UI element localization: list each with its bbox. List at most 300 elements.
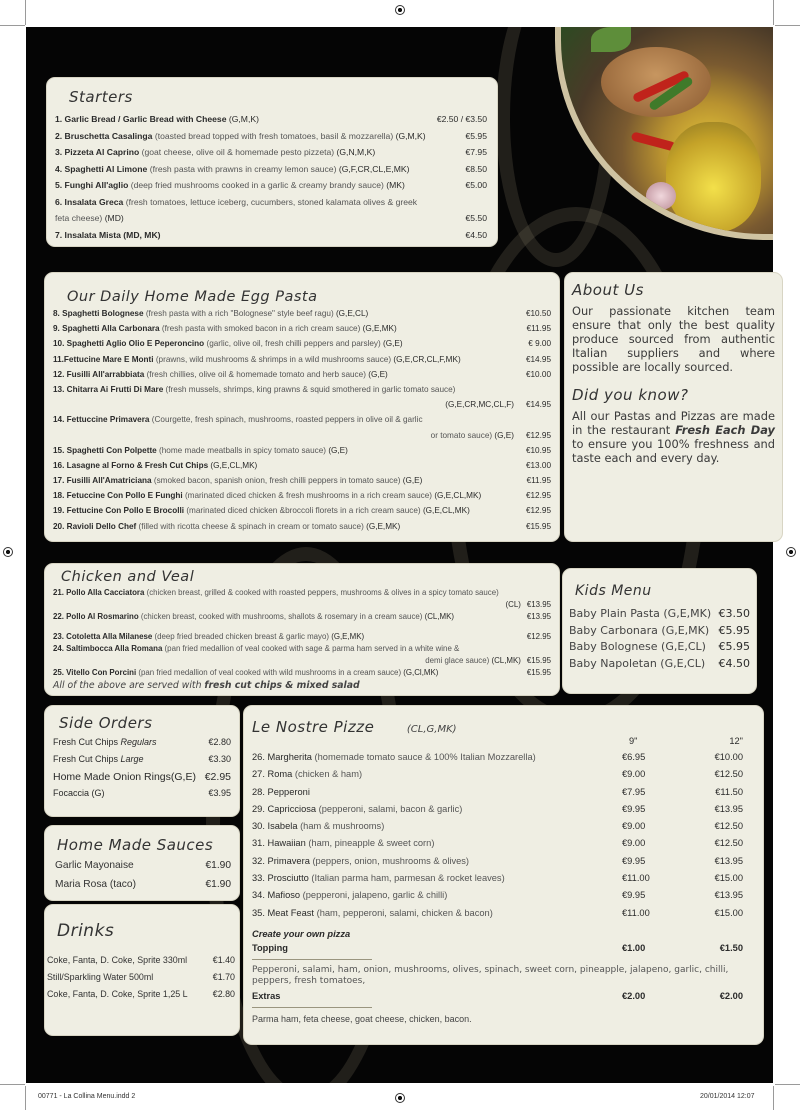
menu-item-row <box>53 476 551 491</box>
menu-item-description: (marinated diced chicken & fresh mushrooms in a rich cream sauce) <box>184 491 433 501</box>
menu-item-description: (fresh pasta with prawns in creamy lemon sauce) <box>149 163 337 174</box>
menu-item-allergens: (G,M,K) <box>228 114 259 124</box>
menu-item-allergens: (G,Cl,MK) <box>403 668 439 677</box>
menu-item-text <box>55 180 405 190</box>
menu-item-name: 16. Lasagne al Forno & Fresh Cut Chips <box>53 460 209 470</box>
menu-item-text <box>53 632 364 641</box>
menu-item-price: €5.50 <box>465 213 487 223</box>
menu-item-text <box>53 415 423 424</box>
menu-item-text <box>53 612 454 621</box>
menu-item-text <box>53 461 257 470</box>
kids-menu-panel <box>562 568 757 694</box>
menu-item-row <box>55 131 487 148</box>
section-title: Side Orders <box>59 714 153 732</box>
menu-item-name: Baby Napoletan (G,E,CL) <box>569 656 706 670</box>
menu-item-text <box>53 476 422 485</box>
menu-item-allergens: (G,E,CR,MC,CL,F) <box>445 400 514 410</box>
pizza-text <box>252 838 607 848</box>
menu-item-name: Maria Rosa (taco) <box>55 879 136 890</box>
menu-item-row <box>55 147 487 164</box>
menu-item-description: (filled with ricotta cheese & spinach in cream or tomato sauce) <box>138 521 364 531</box>
menu-item-name: Fresh Cut Chips <box>53 754 121 764</box>
pizza-name: 32. Primavera <box>252 855 310 866</box>
menu-item-text <box>53 370 388 379</box>
pizza-price-9: €9.00 <box>622 769 646 780</box>
menu-item-price: €13.00 <box>525 460 551 470</box>
menu-item-description: (fresh tomatoes, lettuce iceberg, cucumbers, stoned kalamata olives & greek <box>125 196 418 207</box>
pizza-name: 35. Meat Feast <box>252 907 315 918</box>
did-you-know-text <box>572 409 775 465</box>
registration-mark-icon <box>395 5 405 15</box>
menu-item-price: €2.80 <box>208 737 231 747</box>
menu-item-row <box>55 164 487 181</box>
menu-item-price: €12.95 <box>525 430 551 440</box>
menu-item-description: (pan fried medallion of veal cooked with sage & parma ham served in a white wine & <box>164 644 460 653</box>
pizza-price-9: €9.95 <box>622 803 646 814</box>
menu-item-description: (marinated diced chicken &broccoli florets in a rich cream sauce) <box>186 506 421 516</box>
extras-price-12: €2.00 <box>719 990 743 1001</box>
registration-mark-icon <box>395 1093 405 1103</box>
menu-item-description: (fresh pasta with smoked bacon in a rich cream sauce) <box>161 324 361 334</box>
pizza-description: (ham & mushrooms) <box>297 821 385 832</box>
menu-item-price: €2.50 / €3.50 <box>436 114 487 124</box>
menu-item-name: 21. Pollo Alla Cacciatora <box>53 588 145 597</box>
menu-item-text <box>53 522 400 531</box>
menu-item-row <box>53 324 551 339</box>
topping-price-9: €1.00 <box>622 942 646 953</box>
menu-item-price: €5.95 <box>465 130 487 141</box>
pizza-name: 33. Prosciutto <box>252 873 309 884</box>
menu-item-name: 14. Fettuccine Primavera <box>53 415 150 425</box>
menu-item-text <box>53 771 196 783</box>
pizza-allergens: (CL,G,MK) <box>406 724 457 735</box>
menu-item-row <box>55 230 487 247</box>
menu-item-price: €15.95 <box>525 521 551 531</box>
menu-item-text <box>55 879 136 890</box>
menu-item-price: €5.00 <box>465 180 487 190</box>
menu-item-name: 23. Cotoletta Alla Milanese <box>53 632 153 641</box>
menu-item-allergens: (G,E) <box>368 369 388 379</box>
menu-item-text <box>53 754 144 764</box>
extras-label: Extras <box>252 990 281 1001</box>
menu-item-description: or tomato sauce) <box>430 430 493 440</box>
menu-item-allergens: (G,E,CL,MK) <box>422 506 470 516</box>
menu-item-price: €3.30 <box>208 754 231 764</box>
menu-item-name: 7. Insalata Mista (MD, MK) <box>55 229 161 240</box>
size-9-label: 9" <box>629 736 638 746</box>
menu-item-price: €11.95 <box>526 476 551 486</box>
garlic-shape <box>646 182 676 210</box>
menu-item-text <box>53 355 461 364</box>
menu-item-price: €5.95 <box>718 640 750 653</box>
menu-item-price: €1.90 <box>205 860 231 871</box>
menu-item-name: Fresh Cut Chips <box>53 737 121 747</box>
leaf-shape <box>581 197 626 232</box>
menu-item-row <box>53 506 551 521</box>
chicken-veal-panel <box>44 563 560 696</box>
menu-item-text <box>55 114 259 124</box>
did-you-know-emphasis: Fresh Each Day <box>675 423 775 437</box>
menu-item-allergens: (G,E,MK) <box>362 324 397 334</box>
pizza-price-9: €9.95 <box>622 890 646 901</box>
menu-item-price: €1.70 <box>212 972 235 982</box>
pizza-row <box>252 856 749 873</box>
menu-item-price: €10.95 <box>525 445 551 455</box>
pasta-panel <box>44 272 560 542</box>
menu-item-allergens: (MK) <box>386 180 405 190</box>
menu-item-row <box>53 385 551 400</box>
menu-item-row <box>53 370 551 385</box>
menu-item-text <box>53 446 348 455</box>
pizza-price-12: €15.00 <box>714 907 743 918</box>
menu-item-name: Coke, Fanta, D. Coke, Sprite 1,25 L <box>47 989 188 999</box>
menu-item-description: (toasted bread topped with fresh tomatoes, basil & mozzarella) <box>154 130 394 141</box>
menu-item-description: (home made meatballs in spicy tomato sauce) <box>159 445 327 455</box>
menu-item-price: €2.95 <box>204 771 231 783</box>
menu-item-row <box>47 972 235 989</box>
pizza-row <box>252 752 749 769</box>
menu-item-price: €8.50 <box>465 163 487 174</box>
size-header <box>252 736 749 752</box>
menu-item-price: €10.50 <box>525 309 551 318</box>
pizza-panel <box>243 705 764 1045</box>
menu-item-row <box>55 879 231 898</box>
pizza-row <box>252 890 749 907</box>
menu-item-text <box>55 860 134 871</box>
menu-item-text <box>47 972 153 982</box>
menu-item-name: Still/Sparkling Water 500ml <box>47 972 154 982</box>
crop-mark <box>775 25 800 26</box>
menu-item-description: feta cheese) <box>55 213 103 223</box>
sauces-list <box>55 860 231 898</box>
menu-item-text <box>569 657 705 670</box>
menu-item-text <box>53 588 499 597</box>
pizza-price-12: €13.95 <box>714 890 743 901</box>
pizza-price-12: €12.50 <box>714 838 743 849</box>
pizza-price-12: €11.50 <box>715 786 743 797</box>
menu-item-row <box>569 624 750 641</box>
menu-item-name: 6. Insalata Greca <box>55 196 124 207</box>
menu-item-text <box>47 955 187 965</box>
menu-item-price: €12.95 <box>526 632 551 641</box>
pizza-price-9: €9.00 <box>622 838 646 849</box>
menu-item-price: € 9.00 <box>528 339 551 349</box>
menu-item-allergens: (CL) <box>505 600 521 609</box>
footer-timestamp: 20/01/2014 12:07 <box>700 1093 755 1100</box>
pizza-price-12: €12.50 <box>714 769 743 780</box>
menu-item-name: 12. Fusilli All'arrabbiata <box>53 369 145 379</box>
menu-item-name: Baby Bolognese (G,E,CL) <box>569 640 706 653</box>
menu-item-row <box>53 668 551 680</box>
menu-item-text <box>53 324 397 333</box>
menu-item-price: €13.95 <box>526 612 551 621</box>
menu-item-description: (deep fried mushrooms cooked in a garlic & creamy brandy sauce) <box>130 180 384 190</box>
menu-item-row <box>53 309 551 324</box>
menu-item-name: Garlic Mayonaise <box>55 860 134 871</box>
menu-item-price: €15.95 <box>526 656 551 665</box>
menu-item-name: Baby Plain Pasta (G,E,MK) <box>569 607 712 620</box>
menu-item-price: €1.90 <box>205 879 231 890</box>
menu-item-row <box>569 640 750 657</box>
menu-item-name: 10. Spaghetti Aglio Olio E Peperoncino <box>53 339 205 349</box>
menu-item-row <box>53 737 231 754</box>
menu-item-text <box>569 640 706 653</box>
leaf-shape <box>591 27 631 52</box>
menu-item-price: €13.95 <box>526 600 551 609</box>
menu-item-allergens: (G,F,CR,CL,E,MK) <box>338 163 410 174</box>
chicken-list <box>53 588 551 680</box>
menu-item-text <box>506 600 521 609</box>
olive-oil-shape <box>666 122 761 232</box>
pizza-price-12: €13.95 <box>714 855 743 866</box>
pizza-row <box>252 821 749 838</box>
pizza-price-12: €15.00 <box>714 873 743 884</box>
menu-item-allergens: (G,E,CL,MK) <box>434 491 482 501</box>
starters-panel <box>46 77 498 247</box>
menu-item-name: 9. Spaghetti Alla Carbonara <box>53 324 160 334</box>
section-title: Starters <box>69 88 133 106</box>
menu-item-text <box>55 147 375 157</box>
section-title: Kids Menu <box>575 583 652 599</box>
menu-item-row <box>53 656 551 668</box>
menu-item-price: €3.95 <box>208 788 231 798</box>
menu-item-row <box>53 446 551 461</box>
pizza-row <box>252 873 749 890</box>
menu-item-price: €4.50 <box>465 229 487 240</box>
menu-item-text <box>431 431 514 440</box>
pizza-description: (Italian parma ham, parmesan & rocket leaves) <box>308 873 505 884</box>
pizza-row <box>252 804 749 821</box>
menu-item-text <box>425 656 521 665</box>
pizza-description: (pepperoni, salami, bacon & garlic) <box>316 803 463 814</box>
extras-row <box>252 991 749 1005</box>
extras-description: Parma ham, feta cheese, goat cheese, chicken, bacon. <box>252 1013 472 1024</box>
menu-item-name: 18. Fetuccine Con Pollo E Funghi <box>53 491 183 501</box>
section-title: Home Made Sauces <box>57 836 214 854</box>
menu-item-text <box>53 385 455 394</box>
menu-item-description: (garlic, olive oil, fresh chilli peppers and parsley) <box>206 339 381 349</box>
menu-item-description: (prawns, wild mushrooms & shrimps in a wild mushrooms sauce) <box>155 354 392 364</box>
menu-item-allergens: (MD) <box>104 213 124 223</box>
sides-list <box>53 737 231 805</box>
menu-item-name: Home Made Onion Rings(G,E) <box>53 771 196 783</box>
menu-item-name: 8. Spaghetti Bolognese <box>53 309 144 318</box>
chicken-note <box>53 680 551 691</box>
menu-item-text <box>55 131 426 141</box>
pasta-list <box>53 309 551 537</box>
section-title: Le Nostre Pizze <box>252 718 375 736</box>
menu-item-row <box>53 644 551 656</box>
note-text: All of the above are served with <box>53 680 205 691</box>
pizza-name: 31. Hawaiian <box>252 838 306 849</box>
pizza-row <box>252 908 749 925</box>
menu-item-description: (chicken breast, grilled & cooked with roasted peppers, mushrooms & olives in a spicy tomato sauce) <box>146 588 499 597</box>
drinks-panel <box>44 904 240 1036</box>
pizza-text <box>252 856 607 866</box>
menu-item-row <box>569 607 750 624</box>
note-emphasis: fresh cut chips & mixed salad <box>204 680 360 691</box>
menu-item-price: €12.95 <box>525 491 551 501</box>
menu-item-price: €7.95 <box>465 147 487 157</box>
menu-item-row <box>53 771 231 788</box>
menu-item-text <box>55 164 410 174</box>
pizza-name: 28. Pepperoni <box>252 786 310 797</box>
pizza-text <box>252 873 607 883</box>
menu-item-text <box>53 737 157 747</box>
pizza-name: 34. Mafioso <box>252 890 301 901</box>
drinks-list <box>47 955 235 1006</box>
menu-item-description: (fresh mussels, shrimps, king prawns & squid smothered in garlic tomato sauce) <box>165 384 456 394</box>
did-you-know-pre: All our Pastas and Pizzas are made in the restaurant <box>572 409 775 437</box>
menu-item-name: 19. Fettucine Con Pollo E Brocolli <box>53 506 185 516</box>
crop-mark <box>773 1086 774 1110</box>
pizza-price-12: €13.95 <box>714 803 743 814</box>
pizza-price-9: €7.95 <box>622 786 646 797</box>
pizza-list <box>252 752 749 925</box>
menu-item-name: 1. Garlic Bread / Garlic Bread with Cheese <box>55 114 227 124</box>
pizza-text <box>252 787 607 797</box>
pizza-description: (chicken & ham) <box>292 769 363 780</box>
topping-label: Topping <box>252 942 288 953</box>
menu-item-price: €10.00 <box>525 369 551 379</box>
menu-item-name: 15. Spaghetti Con Polpette <box>53 445 157 455</box>
menu-item-description: (fresh chillies, olive oil & homemade tomato and herb sauce) <box>146 369 366 379</box>
menu-item-allergens: (G,E,MK) <box>331 632 365 641</box>
menu-item-allergens: (G,N,M,K) <box>336 147 376 157</box>
menu-item-row <box>55 114 487 131</box>
menu-item-price: €1.40 <box>212 955 235 965</box>
menu-item-description: (deep fried breaded chicken breast & garlic mayo) <box>154 632 330 641</box>
menu-item-row <box>53 612 551 624</box>
menu-item-row <box>53 431 551 446</box>
menu-item-description: (pan fried medallion of veal cooked with wild mushrooms in a cream sauce) <box>138 668 402 677</box>
did-you-know-title: Did you know? <box>572 386 689 404</box>
food-photo <box>555 27 773 240</box>
divider <box>252 1007 372 1008</box>
registration-mark-icon <box>786 547 796 557</box>
menu-item-allergens: (G,E) <box>328 445 348 455</box>
menu-item-name: 4. Spaghetti Al Limone <box>55 163 148 174</box>
pizza-price-9: €11.00 <box>622 907 650 918</box>
crop-mark <box>0 25 25 26</box>
menu-item-price: €4.50 <box>718 656 750 670</box>
menu-item-description: (chicken breast, cooked with mushrooms, shallots & rosemary in a cream sauce) <box>140 612 423 621</box>
pizza-name: 30. Isabela <box>252 821 298 832</box>
pizza-description: (pepperoni, jalapeno, garlic & chilli) <box>300 890 448 901</box>
crop-mark <box>25 1086 26 1110</box>
menu-item-row <box>55 213 487 230</box>
menu-item-description: demi glace sauce) <box>425 656 490 665</box>
menu-item-name: 20. Ravioli Dello Chef <box>53 521 137 531</box>
menu-item-text <box>569 624 709 637</box>
crop-mark <box>773 0 774 25</box>
menu-item-text <box>53 668 438 677</box>
menu-item-text <box>53 788 105 798</box>
menu-item-allergens: (G,M,K) <box>395 130 426 141</box>
menu-item-price: €11.95 <box>526 324 551 334</box>
menu-item-row <box>47 955 235 972</box>
menu-item-allergens: (G,E,CL) <box>335 309 369 318</box>
menu-item-allergens: (G,E,CR,CL,F,MK) <box>393 354 461 364</box>
footer-filename: 00771 - La Collina Menu.indd 2 <box>38 1093 136 1100</box>
menu-item-row <box>55 860 231 879</box>
menu-item-description: (Courgette, fresh spinach, mushrooms, roasted peppers in olive oil & garlic <box>151 415 423 425</box>
menu-item-name: 22. Pollo Al Rosmarino <box>53 612 139 621</box>
menu-item-name: Focaccia (G) <box>53 788 105 798</box>
menu-item-allergens: (CL,MK) <box>424 612 454 621</box>
pizza-name: 27. Roma <box>252 769 293 780</box>
about-us-panel <box>564 272 783 542</box>
menu-item-name: 17. Fusilli All'Amatriciana <box>53 476 152 486</box>
crop-mark <box>775 1084 800 1085</box>
menu-item-row <box>53 588 551 600</box>
pizza-row <box>252 787 749 804</box>
pizza-description: (homemade tomato sauce & 100% Italian Mozzarella) <box>311 752 536 762</box>
sauces-panel <box>44 825 240 901</box>
menu-item-row <box>53 355 551 370</box>
menu-item-price: €5.95 <box>718 623 750 637</box>
pizza-price-9: €6.95 <box>622 752 646 762</box>
starters-list <box>55 114 487 246</box>
menu-item-row <box>53 632 551 644</box>
pizza-name: 26. Margherita <box>252 752 312 762</box>
menu-item-text <box>55 213 124 223</box>
section-title: Chicken and Veal <box>61 569 195 585</box>
menu-item-name: 24. Saltimbocca Alla Romana <box>53 644 163 653</box>
menu-item-text <box>53 506 470 515</box>
menu-item-price: €3.50 <box>718 607 750 620</box>
menu-item-description: (fresh pasta with a rich "Bolognese" style beef ragu) <box>145 309 334 318</box>
menu-item-row <box>53 461 551 476</box>
menu-item-name: 5. Funghi All'aglio <box>55 180 129 190</box>
menu-item-text <box>53 309 368 318</box>
menu-item-name: 13. Chitarra Ai Frutti Di Mare <box>53 384 164 394</box>
menu-item-allergens: (CL,MK) <box>491 656 521 665</box>
registration-mark-icon <box>3 547 13 557</box>
menu-item-allergens: (G,E,CL,MK) <box>210 460 258 470</box>
did-you-know-post: to ensure you 100% freshness and taste each and every day. <box>572 437 775 465</box>
menu-item-text <box>53 339 403 348</box>
menu-item-row <box>53 400 551 415</box>
menu-item-price: €15.95 <box>526 668 551 677</box>
section-title: Drinks <box>57 921 115 941</box>
menu-item-row <box>53 522 551 537</box>
menu-item-description: (smoked bacon, spanish onion, fresh chilli peppers in tomato sauce) <box>153 476 401 486</box>
pizza-text <box>252 821 607 831</box>
menu-item-row <box>53 788 231 805</box>
menu-item-text <box>445 400 514 409</box>
pizza-price-9: €11.00 <box>622 873 650 884</box>
pizza-name: 29. Capricciosa <box>252 803 317 814</box>
pizza-price-12: €12.50 <box>714 821 743 832</box>
pizza-description: (ham, pineapple & sweet corn) <box>305 838 435 849</box>
menu-item-allergens: (G,E,MK) <box>366 521 401 531</box>
menu-item-text <box>569 607 711 620</box>
topping-row <box>252 943 749 957</box>
menu-item-name: 3. Pizzeta Al Caprino <box>55 147 140 157</box>
pizza-text <box>252 908 607 918</box>
pizza-row <box>252 769 749 786</box>
menu-item-description: (goat cheese, olive oil & homemade pesto pizzeta) <box>141 147 335 157</box>
pizza-price-9: €9.95 <box>622 855 646 866</box>
menu-item-allergens: (G,E) <box>494 430 514 440</box>
section-title: Our Daily Home Made Egg Pasta <box>67 289 318 305</box>
menu-item-row <box>53 600 551 612</box>
menu-item-row <box>55 197 487 214</box>
menu-item-name: 11.Fettucine Mare E Monti <box>53 354 154 364</box>
topping-price-12: €1.50 <box>719 942 743 953</box>
about-text: Our passionate kitchen team ensure that only the best quality produce sourced from authentic Italian suppliers and where possible are locally sourced. <box>572 304 775 374</box>
